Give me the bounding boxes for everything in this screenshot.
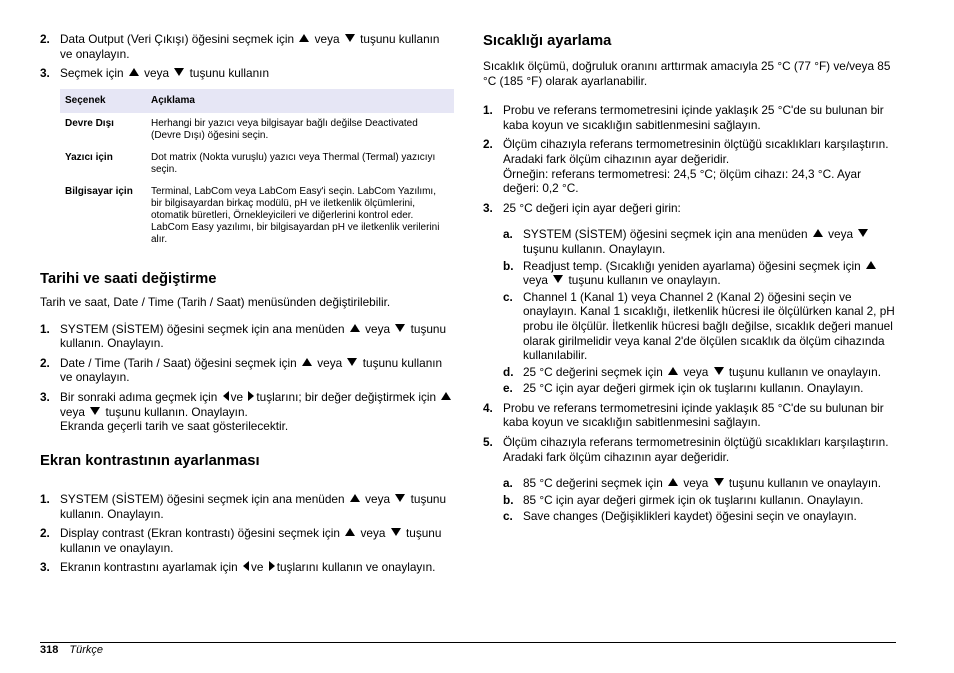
up-arrow-icon [350, 494, 360, 502]
section-intro: Sıcaklık ölçümü, doğruluk oranını arttırmak amacıyla 25 °C (77 °F) ve/veya 85 °C (185 °F) olarak ayarlanabilir. [483, 59, 891, 88]
up-arrow-icon [668, 367, 678, 375]
list-item: 2. Display contrast (Ekran kontrastı) öğesini seçmek için veya tuşunu kullanın ve onaylayın. [40, 526, 442, 555]
up-arrow-icon [129, 68, 139, 76]
list-item: 1. SYSTEM (SİSTEM) öğesini seçmek için ana menüden veya tuşunu kullanın. Onaylayın. [40, 492, 447, 521]
up-arrow-icon [345, 528, 355, 536]
sub-list-item: a. SYSTEM (SİSTEM) öğesini seçmek için ana menüden veya tuşunu kullanın. Onaylayın. [483, 227, 896, 256]
up-arrow-icon [302, 358, 312, 366]
list-item: 1. SYSTEM (SİSTEM) öğesini seçmek için ana menüden veya tuşunu kullanın. Onaylayın. [40, 321, 447, 351]
sub-list-item: b. 85 °C için ayar değeri girmek için ok tuşlarını kullanın. Onaylayın. [503, 492, 864, 507]
up-arrow-icon [668, 478, 678, 486]
right-column [483, 32, 896, 526]
page-footer [40, 644, 103, 657]
sub-list-item: a. 85 °C değerini seçmek için veya tuşunu kullanın ve onaylayın. [503, 476, 881, 491]
up-arrow-icon [299, 34, 309, 42]
down-arrow-icon [714, 478, 724, 486]
up-arrow-icon [441, 392, 451, 400]
table-header-description: Açıklama [146, 89, 454, 113]
footer-divider [40, 642, 896, 643]
left-arrow-icon [243, 561, 249, 571]
list-item: 2. Data Output (Veri Çıkışı) öğesini seçmek için veya tuşunu kullanın ve onaylayın. [40, 32, 440, 61]
table-row: Bilgisayar için Terminal, LabCom veya LabCom Easy'i seçin. LabCom Yazılımı, bir bilgisayardan birkaç modülü, pH ve iletkenlik ölçümlerini, otomatik büretleri, Örnekleyicileri ve diğerlerini kontrol eder. LabCom Easy yazılımı, bir bilgisayardan pH ve iletkenlik verilerini alır. [65, 186, 440, 245]
table-row: Devre Dışı Herhangi bir yazıcı veya bilgisayar bağlı değilse Deactivated (Devre Dışı) öğesini seçin. [65, 118, 418, 141]
sub-list-item: b. Readjust temp. (Sıcaklığı yeniden ayarlama) öğesini seçmek için veya tuşunu kullanın ve onaylayın. [483, 259, 896, 288]
contrast-section [40, 452, 454, 580]
list-item: 2. Date / Time (Tarih / Saat) öğesini seçmek için veya tuşunu kullanın ve onaylayın. [40, 355, 443, 385]
sub-list-item: c. Save changes (Değişiklikleri kaydet) öğesini seçin ve onaylayın. [503, 509, 857, 524]
list-item: 3. Seçmek için veya tuşunu kullanın [40, 66, 269, 81]
list-item: 1. Probu ve referans termometresini içinde yaklaşık 25 °C'de su bulunan bir kaba koyun ve sıcaklığın sabitlenmesini sağlayın. [483, 103, 884, 132]
up-arrow-icon [813, 229, 823, 237]
down-arrow-icon [345, 34, 355, 42]
list-item: 3. Ekranın kontrastını ayarlamak için ve tuşlarını kullanın ve onaylayın. [40, 560, 436, 575]
up-arrow-icon [350, 324, 360, 332]
footer-language: Türkçe [69, 644, 104, 656]
section-title: Ekran kontrastının ayarlanması [40, 453, 260, 469]
down-arrow-icon [858, 229, 868, 237]
page-number: 318 [40, 644, 59, 656]
sub-list-item: c. Channel 1 (Kanal 1) veya Channel 2 (Kanal 2) öğesini seçin ve onaylayın. Kanal 1 sıcaklığı, iletkenlik hücresi ile ölçülürken kanal 2, pH probu ile ölçülür. İletkenlik hücresi bağlı değilse, sıcaklık değeri manuel olarak girilmelidir veya kanal 2'de ölçülen sıcaklık da ölçüm cihazında kullanılabilir. [503, 289, 895, 363]
time-section [40, 270, 454, 439]
table-header-option: Seçenek [60, 89, 146, 113]
table-row: Yazıcı için Dot matrix (Nokta vuruşlu) yazıcı veya Thermal (Termal) yazıcıyı seçin. [65, 152, 436, 175]
list-item: 2. Ölçüm cihazıyla referans termometresinin ölçtüğü sıcaklıkları karşılaştırın. Aradaki fark ölçüm cihazının ayar değeridir. Örneğin: referans termometresi: 24,5 °C; ölçüm cihazı: 24,3 °C. Ayar değeri: 0,2 °C. [483, 137, 889, 196]
list-item: 3. Bir sonraki adıma geçmek için ve tuşlarını; bir değer değiştirmek için veya tuşunu kullanın. Onaylayın. Ekranda geçerli tarih ve saat gösterilecektir. [40, 390, 454, 434]
section-intro: Tarih ve saat, Date / Time (Tarih / Saat) menüsünden değiştirilebilir. [40, 295, 391, 309]
down-arrow-icon [553, 275, 563, 283]
down-arrow-icon [395, 494, 405, 502]
down-arrow-icon [90, 407, 100, 415]
left-arrow-icon [223, 391, 229, 401]
down-arrow-icon [347, 358, 357, 366]
right-arrow-icon [269, 561, 275, 571]
right-arrow-icon [248, 391, 254, 401]
left-column [40, 32, 454, 86]
list-item: 5. Ölçüm cihazıyla referans termometresinin ölçtüğü sıcaklıkları karşılaştırın. Aradaki fark ölçüm cihazının ayar değeridir. [483, 435, 889, 464]
list-item: 3. 25 °C değeri için ayar değeri girin: [483, 200, 681, 215]
sub-list-item: d. 25 °C değerini seçmek için veya tuşunu kullanın ve onaylayın. [503, 364, 881, 379]
down-arrow-icon [714, 367, 724, 375]
up-arrow-icon [866, 261, 876, 269]
table-header-row [60, 89, 454, 113]
section-title: Sıcaklığı ayarlama [483, 33, 612, 49]
options-table [60, 89, 454, 251]
down-arrow-icon [174, 68, 184, 76]
section-title: Tarihi ve saati değiştirme [40, 271, 217, 287]
sub-list-item: e. 25 °C için ayar değeri girmek için ok tuşlarını kullanın. Onaylayın. [503, 381, 864, 396]
down-arrow-icon [391, 528, 401, 536]
down-arrow-icon [395, 324, 405, 332]
list-item: 4. Probu ve referans termometresini içinde yaklaşık 85 °C'de su bulunan bir kaba koyun ve sıcaklığın sabitlenmesini sağlayın. [483, 400, 884, 430]
